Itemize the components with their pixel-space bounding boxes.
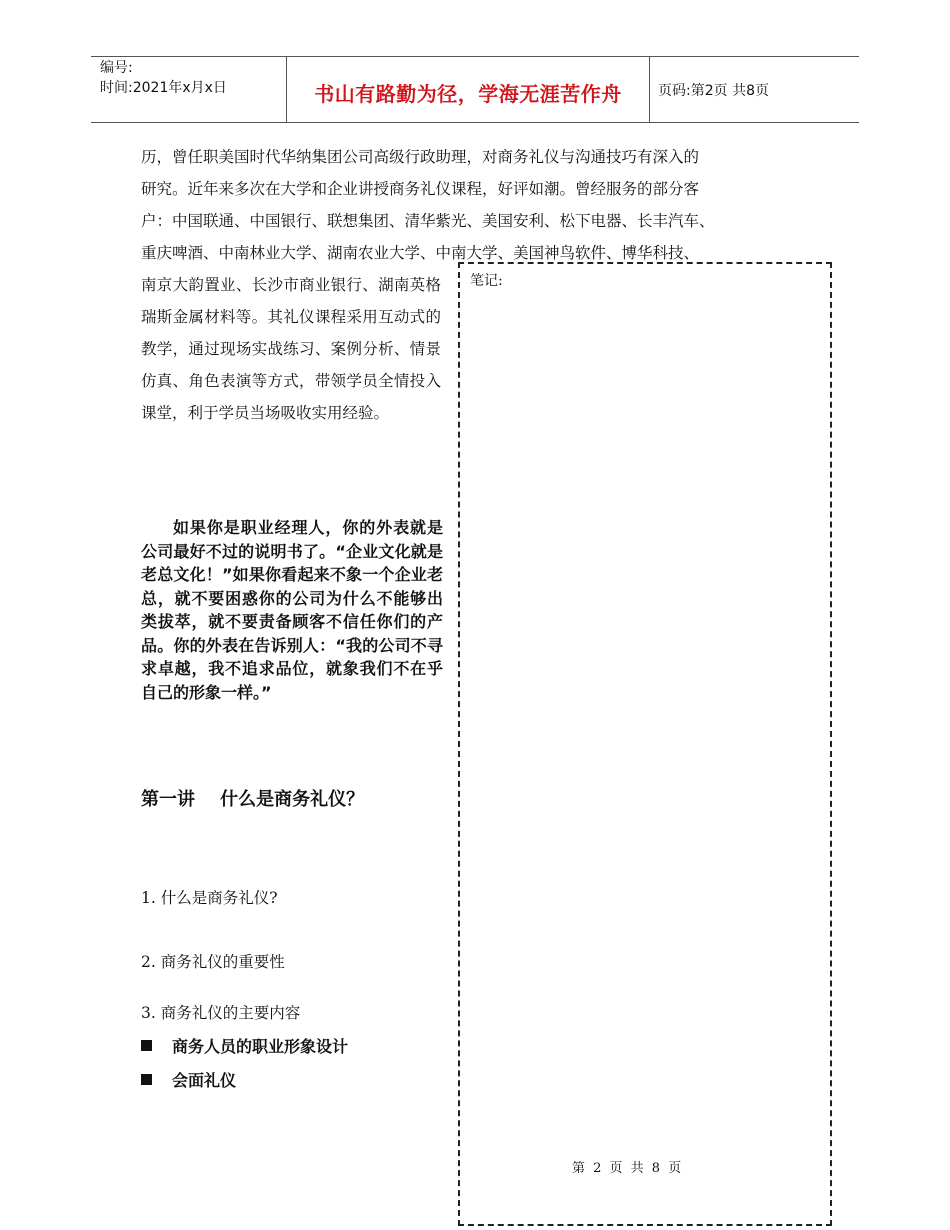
bullet-item [141, 1034, 348, 1057]
lecture-title: 第一讲 什么是商务礼仪？ [141, 789, 365, 810]
intro-line: 研究。近年来多次在大学和企业讲授商务礼仪课程，好评如潮。曾经服务的部分客 [141, 180, 700, 198]
header-meta [100, 58, 227, 98]
header-motto: 书山有路勤为径，学海无涯苦作舟 [314, 82, 622, 106]
intro-narrow-text: 南京大韵置业、长沙市商业银行、湖南英格瑞斯金属材料等。其礼仪课程采用互动式的教学，通过现场实战练习、案例分析、情景仿真、角色表演等方式，带领学员全情投入课堂，利于学员当场吸收实用经验。 [141, 276, 441, 422]
square-bullet-icon [141, 1074, 152, 1085]
notes-box [458, 262, 832, 1226]
bullet-text: 商务人员的职业形象设计 [172, 1037, 349, 1056]
notes-label: 笔记: [470, 273, 503, 289]
lecture-item: 1. 什么是商务礼仪? [141, 889, 278, 907]
intro-line: 户：中国联通、中国银行、联想集团、清华紫光、美国安利、松下电器、长丰汽车、 [141, 212, 715, 230]
lecture-item: 2. 商务礼仪的重要性 [141, 953, 285, 971]
bullet-text: 会面礼仪 [172, 1071, 237, 1090]
lecture-item: 3. 商务礼仪的主要内容 [141, 1004, 301, 1022]
header-divider-right [649, 57, 650, 122]
intro-line: 历，曾任职美国时代华纳集团公司高级行政助理，对商务礼仪与沟通技巧有深入的 [141, 148, 700, 166]
header-top-rule [91, 56, 859, 57]
header-page-number: 页码:第2页 共8页 [658, 83, 769, 99]
quote-paragraph: 如果你是职业经理人，你的外表就是公司最好不过的说明书了。“企业文化就是老总文化！”如果你看起来不象一个企业老总，就不要困惑你的公司为什么不能够出类拔萃，就不要责备顾客不信任你们的产品。你的外表在告诉别人：“我的公司不寻求卓越，我不追求品位，就象我们不在乎自己的形象一样。” [141, 518, 443, 702]
time-label: 时间:2021年x月x日 [100, 80, 227, 96]
serial-label: 编号: [100, 60, 133, 76]
page-footer: 第 2 页 共 8 页 [572, 1161, 684, 1176]
square-bullet-icon [141, 1040, 152, 1051]
intro-line: 重庆啤酒、中南林业大学、湖南农业大学、中南大学、美国神鸟软件、博华科技、 [141, 244, 700, 262]
header-bottom-rule [91, 122, 859, 123]
bullet-item [141, 1068, 236, 1091]
